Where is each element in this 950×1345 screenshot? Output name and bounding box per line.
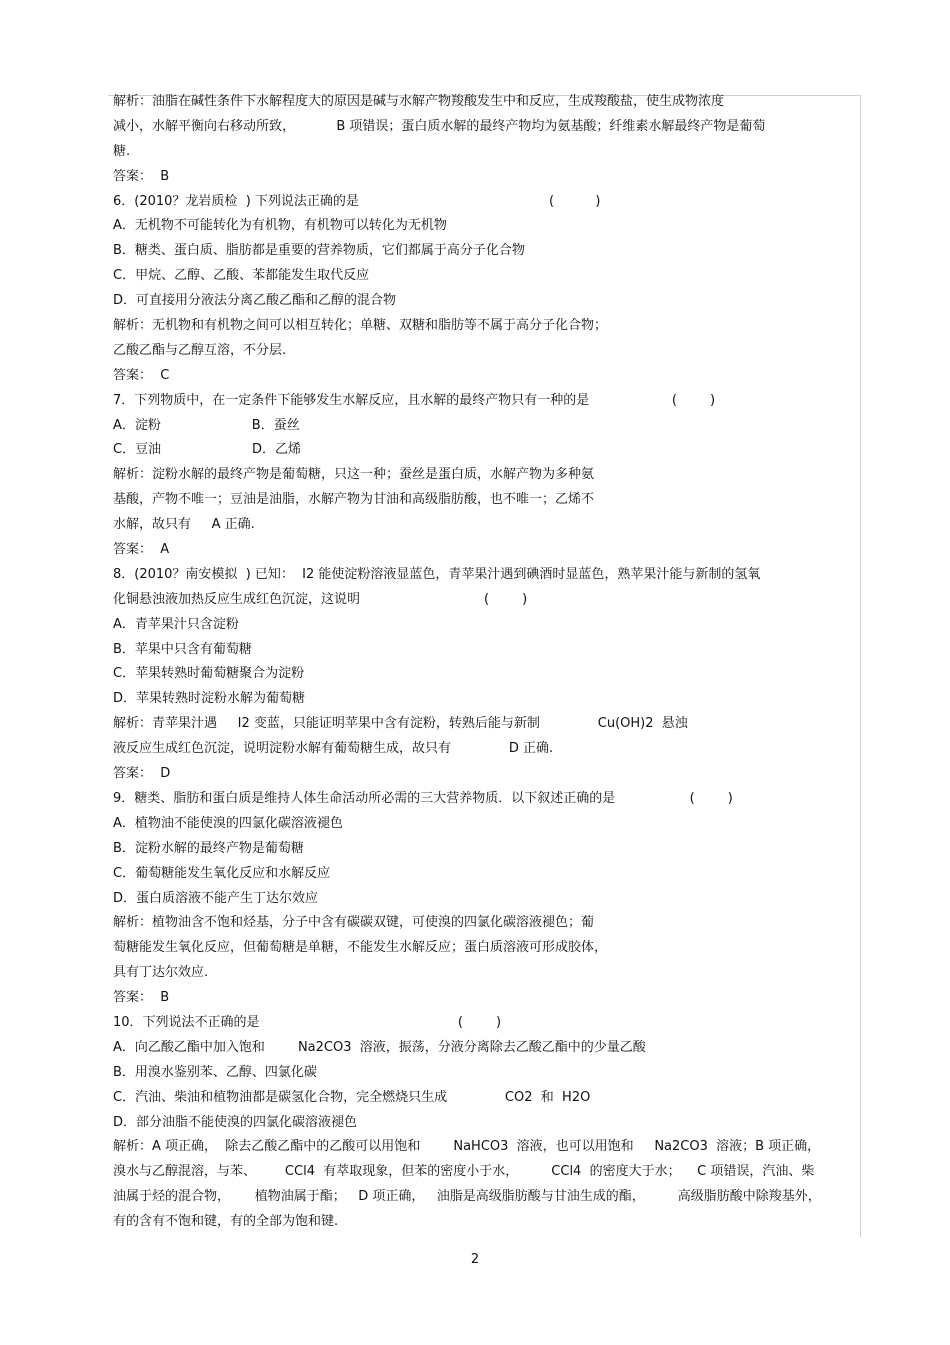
page-number: 2 [470,1252,480,1267]
text-line: 8．(2010？南安模拟 ) 已知： I2 能使淀粉溶液显蓝色，青苹果汁遇到碘酒时显蓝色，熟苹果汁能与新制的氢氧 [113,566,761,582]
text-line: B．用溴水鉴别苯、乙醇、四氯化碳 [113,1064,317,1080]
page-right-rule [860,95,861,1237]
text-line: 溴水与乙醇混溶，与苯、 CCl4 有萃取现象，但苯的密度小于水， CCl4 的密度大于水； C 项错误，汽油、柴 [113,1164,815,1180]
text-line: 答案： D [113,766,171,782]
text-line: 水解，故只有 A 正确. [113,517,255,533]
text-line: 解析：青苹果汁遇 I2 变蓝，只能证明苹果中含有淀粉，转熟后能与新制 Cu(OH)2 悬浊 [113,716,688,732]
text-line: 答案： A [113,542,170,558]
text-line: 解析：无机物和有机物之间可以相互转化；单糖、双糖和脂肪等不属于高分子化合物； [113,318,608,334]
text-line: 答案： B [113,990,170,1006]
document-body [113,90,853,1235]
text-line: 乙酸乙酯与乙醇互溶，不分层. [113,342,287,358]
text-line: A．植物油不能使溴的四氯化碳溶液褪色 [113,815,343,831]
text-line: C．豆油 D．乙烯 [113,442,301,458]
text-line: 解析：油脂在碱性条件下水解程度大的原因是碱与水解产物羧酸发生中和反应，生成羧酸盐，使生成物浓度 [113,94,725,109]
text-line: 解析：A 项正确， 除去乙酸乙酯中的乙酸可以用饱和 NaHCO3 溶液，也可以用饱和 Na2CO3 溶液；B 项正确， [113,1139,821,1155]
text-line: A．向乙酸乙酯中加入饱和 Na2CO3 溶液，振荡，分液分离除去乙酸乙酯中的少量乙酸 [113,1039,646,1055]
text-line: 基酸，产物不唯一；豆油是油脂，水解产物为甘油和高级脂肪酸，也不唯一；乙烯不 [113,492,595,508]
text-line: 10．下列说法不正确的是 ( ) [113,1014,502,1030]
text-line: D．蛋白质溶液不能产生丁达尔效应 [113,890,319,906]
text-line: 有的含有不饱和键，有的全部为饱和键. [113,1214,339,1230]
text-line: 解析：植物油含不饱和烃基，分子中含有碳碳双键，可使溴的四氯化碳溶液褪色；葡 [113,915,595,931]
text-line: B．糖类、蛋白质、脂肪都是重要的营养物质，它们都属于高分子化合物 [113,243,525,259]
text-line: 液反应生成红色沉淀，说明淀粉水解有葡萄糖生成，故只有 D 正确. [113,741,554,757]
text-line: 6．(2010？龙岩质检 ) 下列说法正确的是 ( ) [113,193,601,209]
text-line: B．淀粉水解的最终产物是葡萄糖 [113,840,304,856]
text-line: 油属于烃的混合物， 植物油属于酯； D 项正确， 油脂是高级脂肪酸与甘油生成的酯， 高级脂肪酸中除羧基外， [113,1189,821,1205]
text-line: 化铜悬浊液加热反应生成红色沉淀，这说明 ( ) [113,591,528,607]
text-line: A．淀粉 B．蚕丝 [113,417,300,433]
text-line: C．汽油、柴油和植物油都是碳氢化合物，完全燃烧只生成 CO2 和 H2O [113,1089,591,1105]
text-line: C．葡萄糖能发生氧化反应和水解反应 [113,865,331,881]
text-line: 具有丁达尔效应. [113,965,209,981]
text-line: 7．下列物质中，在一定条件下能够发生水解反应，且水解的最终产物只有一种的是 ( ) [113,392,716,408]
text-line: C．苹果转熟时葡萄糖聚合为淀粉 [113,666,305,682]
text-line: 萄糖能发生氧化反应，但葡萄糖是单糖，不能发生水解反应；蛋白质溶液可形成胶体， [113,940,608,956]
text-line: 答案： C [113,367,170,383]
text-line: 答案： B [113,168,170,184]
text-line: 解析：淀粉水解的最终产物是葡萄糖，只这一种；蚕丝是蛋白质，水解产物为多种氨 [113,467,595,483]
text-line: C．甲烷、乙醇、乙酸、苯都能发生取代反应 [113,268,370,284]
text-line: B．苹果中只含有葡萄糖 [113,641,252,657]
text-line: D．可直接用分液法分离乙酸乙酯和乙醇的混合物 [113,293,397,309]
text-line: 减小，水解平衡向右移动所致， B 项错误；蛋白质水解的最终产物均为氨基酸；纤维素水解最终产物是葡萄 [113,118,766,134]
text-line: A．无机物不可能转化为有机物，有机物可以转化为无机物 [113,218,447,234]
text-line: 9．糖类、脂肪和蛋白质是维持人体生命活动所必需的三大营养物质．以下叙述正确的是 ( ) [113,790,733,806]
text-line: A．青苹果汁只含淀粉 [113,616,239,632]
text-line: D．苹果转熟时淀粉水解为葡萄糖 [113,691,306,707]
text-line: 糖. [113,143,131,159]
text-line: D．部分油脂不能使溴的四氯化碳溶液褪色 [113,1114,358,1130]
